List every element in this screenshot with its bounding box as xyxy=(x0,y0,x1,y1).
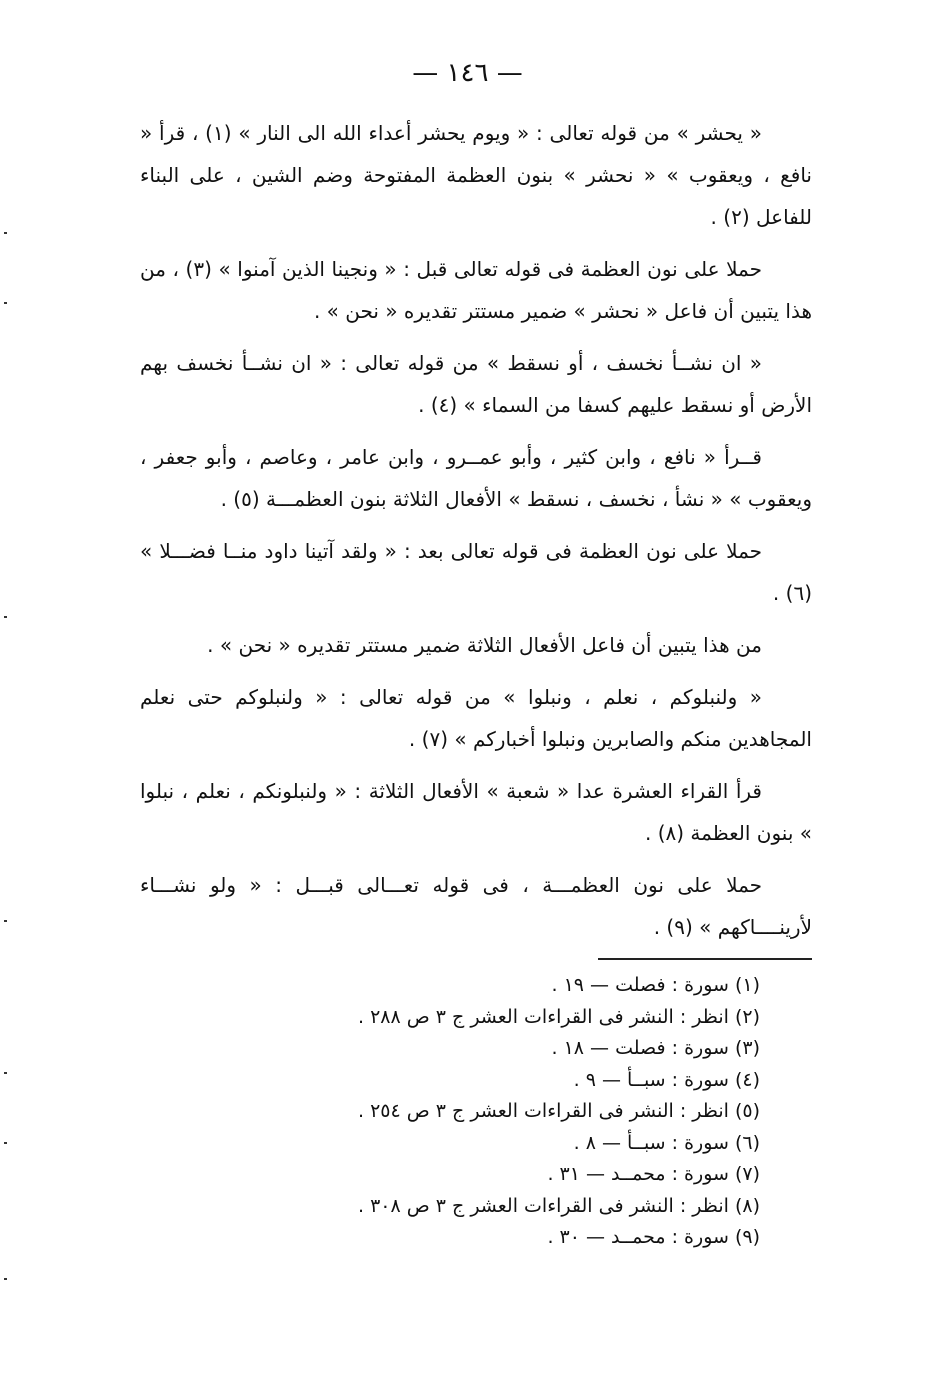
scan-speck xyxy=(4,232,7,234)
footnote-text: انظر : النشر فى القراءات العشر ج ٣ ص ٣٠٨ . xyxy=(357,1194,729,1217)
page-number: — ١٤٦ — xyxy=(412,58,523,88)
footnote-marker: (٨) xyxy=(734,1194,760,1217)
footnote-text: سورة : فصلت — ١٨ . xyxy=(551,1037,729,1059)
scan-speck xyxy=(4,920,7,922)
footnote-marker: (٦) xyxy=(734,1131,760,1154)
footnotes xyxy=(240,970,760,1254)
paragraph: قرأ القراء العشرة عدا « شعبة » الأفعال الثلاثة : « ولنبلونكم ، نعلم ، نبلوا » بنون العظمة (٨) . xyxy=(140,779,812,845)
footnote xyxy=(240,1096,760,1128)
footnote xyxy=(240,1159,760,1191)
footnote-text: سورة : سبــأ — ٨ . xyxy=(573,1131,729,1154)
paragraph: « ان نشــأ نخسف ، أو نسقط » من قوله تعالى : « ان نشــأ نخسف بهم الأرض أو نسقط عليهم كسفا من السماء » (٤) . xyxy=(140,351,812,417)
footnote-marker: (٤) xyxy=(734,1068,760,1091)
paragraph: « ولنبلوكم ، نعلم ، ونبلوا » من قوله تعالى : « ولنبلوكم حتى نعلم المجاهدين منكم والصابرين ونبلوا أخباركم » (٧) . xyxy=(140,685,812,751)
scan-speck xyxy=(4,1072,7,1074)
paragraph: حملا على نون العظمة فى قوله تعالى قبل : « ونجينا الذين آمنوا » (٣) ، من هذا يتبين أن فاعل « نحشر » ضمير مستتر تقديره « نحن » . xyxy=(140,257,812,323)
main-text xyxy=(140,112,812,958)
scan-speck xyxy=(4,1278,7,1280)
paragraph: قــرأ « نافع ، وابن كثير ، وأبو عمــرو ، وابن عامر ، وعاصم ، وأبو جعفر ، ويعقوب » « نشأ ، نخسف ، نسقط » الأفعال الثلاثة بنون العظمـــة (٥) . xyxy=(140,445,812,511)
footnote-marker: (٧) xyxy=(734,1163,760,1185)
footnote-text: سورة : سبــأ — ٩ . xyxy=(573,1068,729,1091)
footnote xyxy=(240,1191,760,1223)
footnote xyxy=(240,1128,760,1160)
scan-speck xyxy=(4,616,7,618)
footnote-marker: (٢) xyxy=(734,1005,760,1028)
footnote-marker: (١) xyxy=(734,974,760,996)
footnote-marker: (٥) xyxy=(734,1100,760,1122)
footnote xyxy=(240,1033,760,1065)
footnote-text: سورة : محمــد — ٣٠ . xyxy=(547,1226,729,1248)
paragraph: « يحشر » من قوله تعالى : « ويوم يحشر أعداء الله الى النار » (١) ، قرأ « نافع ، ويعقوب » « نحشر » بنون العظمة المفتوحة وضم الشين ، على البناء للفاعل (٢) . xyxy=(140,121,812,229)
footnote-marker: (٩) xyxy=(734,1226,760,1248)
footnote xyxy=(240,1065,760,1097)
scan-speck xyxy=(4,302,7,304)
footnote-text: انظر : النشر فى القراءات العشر ج ٣ ص ٢٨٨ . xyxy=(357,1005,729,1028)
footnote-text: سورة : فصلت — ١٩ . xyxy=(551,974,729,996)
paragraph: حملا على نون العظمة فى قوله تعالى بعد : « ولقد آتينا داود منــا فضـــلا » (٦) . xyxy=(140,539,812,605)
footnote xyxy=(240,1222,760,1254)
footnote-marker: (٣) xyxy=(734,1037,760,1059)
footnote xyxy=(240,970,760,1002)
paragraph: حملا على نون العظمـــة ، فى قوله تعـــالى قبـــل : « ولو نشـــاء لأرينــــاكهم » (٩) . xyxy=(140,873,812,939)
footnote-text: انظر : النشر فى القراءات العشر ج ٣ ص ٢٥٤ . xyxy=(357,1100,729,1122)
scan-speck xyxy=(4,1142,7,1144)
footnote-divider xyxy=(598,958,812,960)
footnote xyxy=(240,1002,760,1034)
footnote-text: سورة : محمــد — ٣١ . xyxy=(547,1163,729,1185)
paragraph: من هذا يتبين أن فاعل الأفعال الثلاثة ضمير مستتر تقديره « نحن » . xyxy=(207,633,762,657)
